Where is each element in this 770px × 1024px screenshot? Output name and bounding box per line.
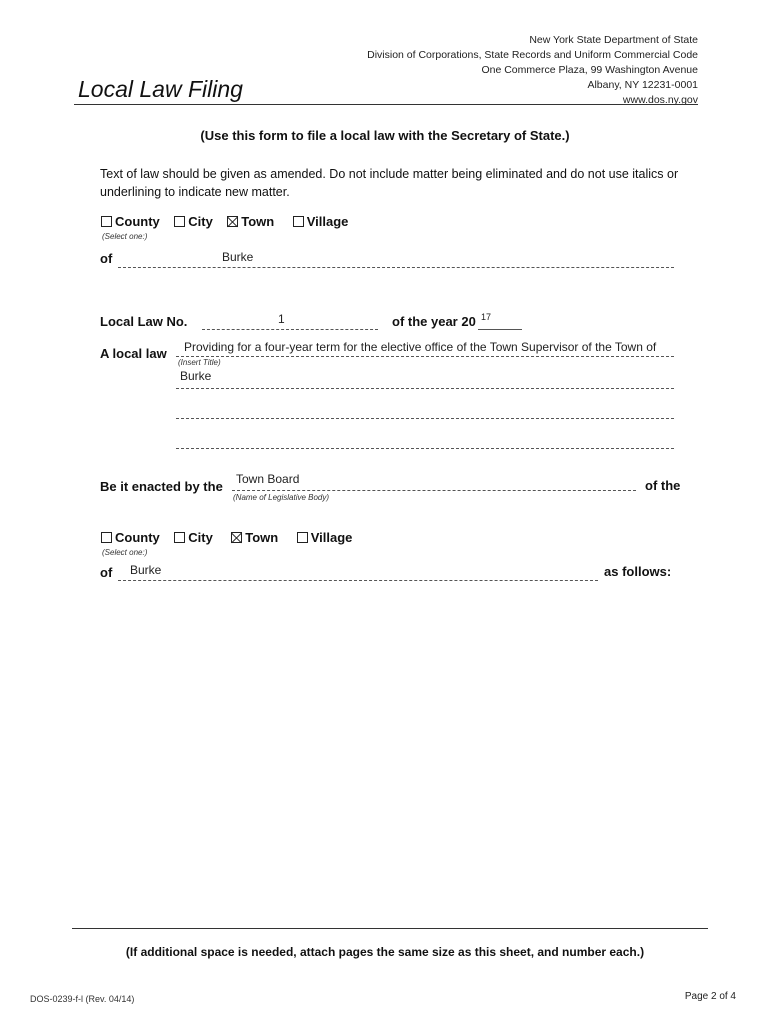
checkbox-label: City — [188, 214, 213, 229]
legislative-body-caption: (Name of Legislative Body) — [233, 493, 330, 502]
checkbox-box[interactable] — [293, 216, 304, 227]
instructions-text: Text of law should be given as amended. Do not include matter being eliminated and do not use italics or underlining to indicate new matter. — [100, 167, 679, 199]
municipality-type-group-2 — [101, 530, 352, 548]
page-title: Local Law Filing — [78, 76, 243, 102]
legislative-body-line — [232, 490, 636, 491]
municipality-name-value[interactable]: Burke — [130, 563, 162, 577]
law-title-line-3 — [176, 418, 674, 419]
of-label: of — [100, 251, 113, 266]
law-title-line-4 — [176, 448, 674, 449]
of-label: of — [100, 565, 113, 580]
of-the-label: of the — [645, 478, 681, 493]
year-label: of the year 20 — [392, 314, 476, 329]
local-law-no-label: Local Law No. — [100, 314, 188, 329]
year-line — [478, 329, 522, 330]
checkbox-box-checked[interactable] — [231, 532, 242, 543]
legislative-body-value[interactable]: Town Board — [236, 472, 300, 486]
department-address — [367, 33, 698, 108]
be-it-enacted-label: Be it enacted by the — [100, 479, 223, 494]
footer-divider — [72, 928, 708, 929]
local-law-label: A local law — [100, 346, 167, 361]
header-divider — [74, 104, 698, 105]
checkbox-label: Town — [241, 214, 275, 229]
select-one-caption: (Select one:) — [102, 232, 148, 241]
checkbox-label: County — [115, 214, 160, 229]
municipality-name-line — [118, 267, 674, 268]
year-suffix-value[interactable]: 17 — [481, 312, 492, 322]
checkbox-box[interactable] — [297, 532, 308, 543]
additional-space-note: (If additional space is needed, attach pages the same size as this sheet, and number each.) — [125, 945, 645, 959]
checkbox-town[interactable] — [231, 530, 278, 545]
address-line: New York State Department of State — [529, 34, 698, 46]
checkbox-label: Village — [310, 530, 353, 545]
municipality-name-line — [118, 580, 598, 581]
as-follows-label: as follows: — [604, 564, 672, 579]
checkbox-label: City — [188, 530, 213, 545]
law-title-line2-value[interactable]: Burke — [180, 369, 212, 383]
law-title-line1-value[interactable]: Providing for a four-year term for the elective office of the Town Supervisor of the Town of — [184, 340, 657, 354]
checkbox-box[interactable] — [101, 216, 112, 227]
checkbox-county[interactable] — [101, 214, 160, 229]
checkbox-city[interactable] — [174, 214, 213, 229]
local-law-number-line — [202, 329, 378, 330]
page-number: Page 2 of 4 — [684, 991, 736, 1002]
checkbox-town[interactable] — [227, 214, 274, 229]
address-line: Albany, NY 12231-0001 — [587, 79, 698, 91]
insert-title-caption: (Insert Title) — [178, 358, 221, 367]
checkbox-box-checked[interactable] — [227, 216, 238, 227]
checkbox-village[interactable] — [293, 214, 349, 229]
local-law-number-value[interactable]: 1 — [278, 312, 285, 326]
address-line: www.dos.ny.gov — [622, 94, 698, 106]
municipality-type-group-1 — [101, 214, 348, 232]
municipality-name-value[interactable]: Burke — [222, 250, 254, 264]
select-one-caption: (Select one:) — [102, 548, 148, 557]
checkbox-box[interactable] — [101, 532, 112, 543]
checkbox-box[interactable] — [174, 216, 185, 227]
checkbox-label: Village — [306, 214, 349, 229]
law-title-line-2 — [176, 388, 674, 389]
checkbox-label: County — [115, 530, 160, 545]
address-line: One Commerce Plaza, 99 Washington Avenue — [481, 64, 698, 76]
form-purpose: (Use this form to file a local law with the Secretary of State.) — [200, 128, 570, 143]
form-number: DOS-0239-f-l (Rev. 04/14) — [30, 994, 135, 1004]
checkbox-city[interactable] — [174, 530, 213, 545]
law-title-line-1 — [176, 356, 674, 357]
address-line: Division of Corporations, State Records and Uniform Commercial Code — [367, 49, 698, 61]
checkbox-village[interactable] — [297, 530, 353, 545]
checkbox-label: Town — [245, 530, 279, 545]
checkbox-county[interactable] — [101, 530, 160, 545]
checkbox-box[interactable] — [174, 532, 185, 543]
